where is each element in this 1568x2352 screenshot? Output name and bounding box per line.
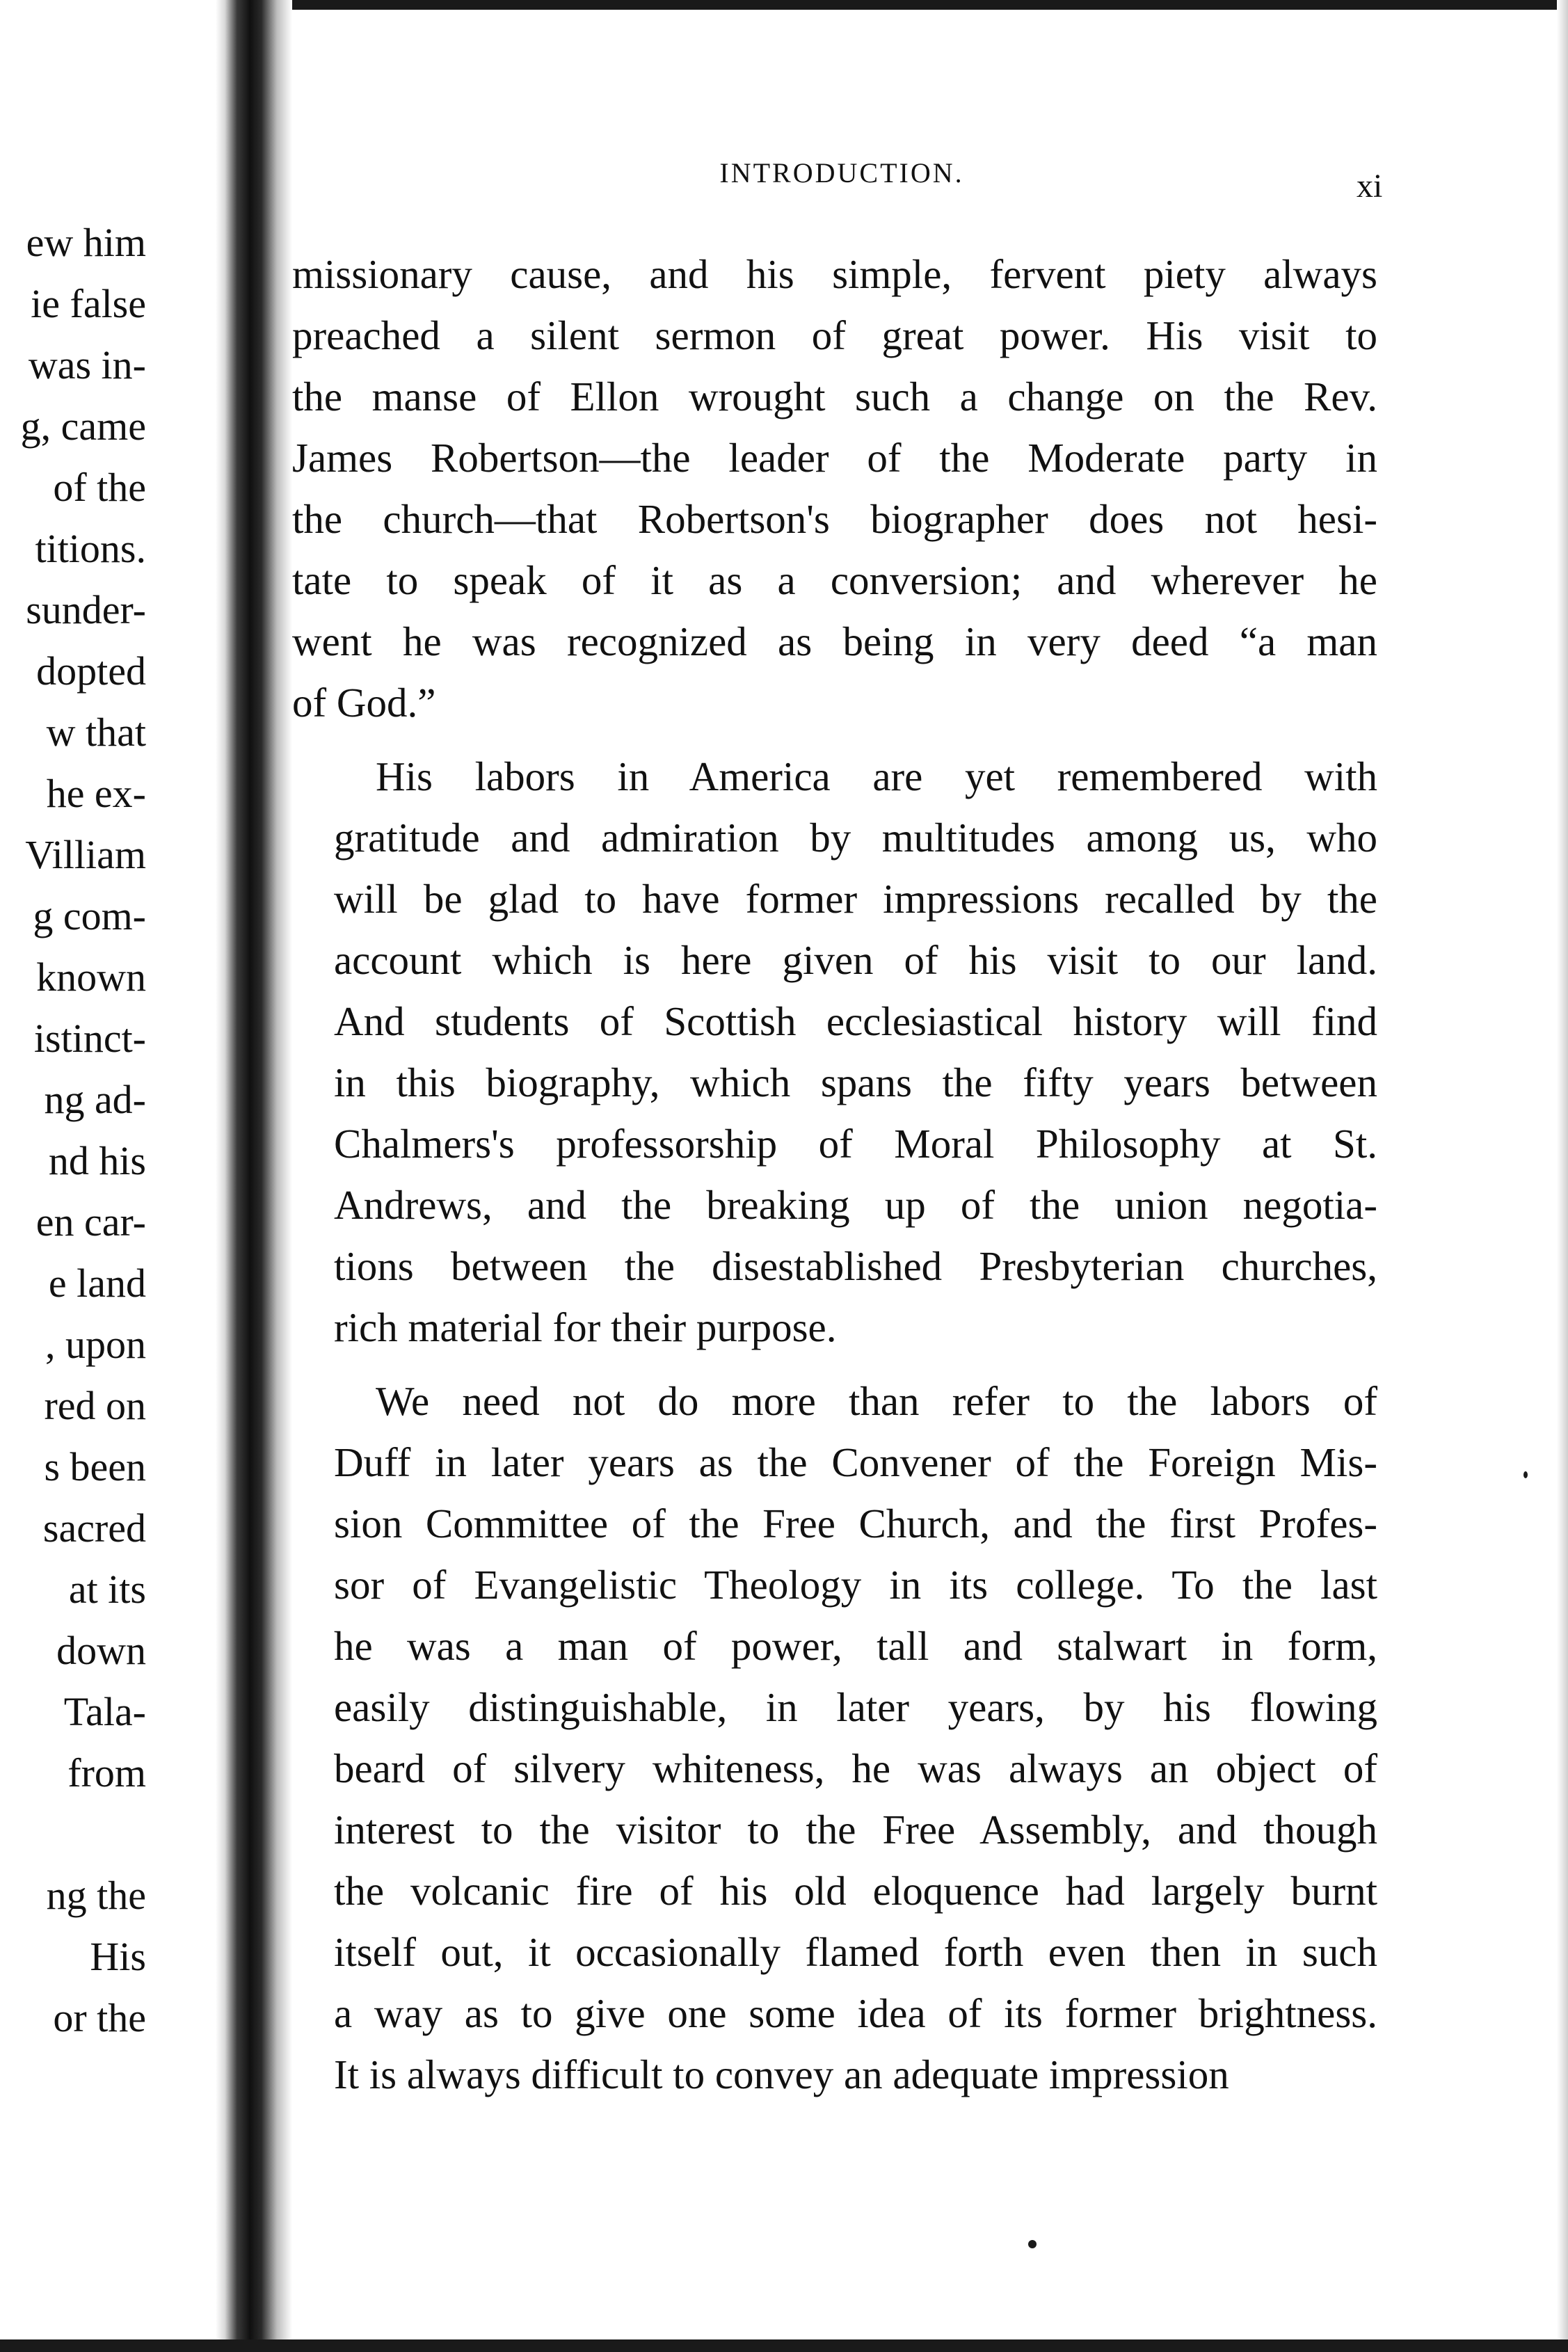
text-line: the church—that Robertson's biographer does not hesi- <box>292 496 1377 542</box>
text-line: And students of Scottish ecclesiastical history will find <box>334 998 1377 1044</box>
facing-page-line: down <box>56 1628 146 1673</box>
facing-page-line: His <box>90 1934 146 1979</box>
text-line: Andrews, and the breaking up of the union negotia- <box>334 1182 1377 1228</box>
text-line: tions between the disestablished Presbyterian churches, <box>334 1243 1377 1289</box>
text-line: tate to speak of it as a conversion; and wherever he <box>292 557 1377 603</box>
text-line: His labors in America are yet remembered with <box>376 753 1377 799</box>
paragraph <box>292 243 1377 733</box>
facing-page-line: s been <box>44 1444 146 1489</box>
facing-page-line: Villiam <box>25 832 146 877</box>
facing-page-line: ng ad- <box>44 1077 146 1122</box>
page-right-edge <box>1557 0 1568 2352</box>
facing-page-line: nd his <box>48 1138 146 1183</box>
facing-page-line: g, came <box>20 403 146 449</box>
body-text <box>292 243 1377 2105</box>
text-line: of God.” <box>292 680 436 726</box>
text-line: Duff in later years as the Convener of the Foreign Mis- <box>334 1439 1377 1485</box>
facing-page-line: of the <box>53 465 146 510</box>
page-bottom-edge <box>0 2339 1568 2352</box>
text-line: James Robertson—the leader of the Moderate party in <box>292 435 1377 481</box>
text-line: Chalmers's professorship of Moral Philosophy at St. <box>334 1121 1377 1167</box>
text-line: the manse of Ellon wrought such a change on the Rev. <box>292 374 1377 419</box>
facing-page-line: g com- <box>33 893 146 938</box>
text-line: went he was recognized as being in very deed “a man <box>292 618 1377 664</box>
text-line: It is always difficult to convey an adequate impression <box>334 2051 1229 2097</box>
facing-page-line: , upon <box>45 1322 146 1367</box>
paper-speck <box>1028 2240 1037 2248</box>
facing-page-line: e land <box>48 1261 146 1306</box>
text-line: interest to the visitor to the Free Assembly, and though <box>334 1807 1377 1853</box>
text-line: he was a man of power, tall and stalwart in form, <box>334 1623 1377 1669</box>
text-line: account which is here given of his visit to our land. <box>334 937 1377 983</box>
facing-page-line: at its <box>68 1567 146 1612</box>
facing-page-line: ew him <box>26 220 146 265</box>
text-line: sion Committee of the Free Church, and the first Profes- <box>334 1501 1377 1546</box>
facing-page-line: ie false <box>31 281 146 326</box>
facing-page-line: titions. <box>35 526 146 571</box>
facing-page-line: or the <box>53 1995 146 2040</box>
facing-page-line: he ex- <box>46 771 146 816</box>
paragraph <box>292 746 1377 1358</box>
text-line: easily distinguishable, in later years, by his flowing <box>334 1684 1377 1730</box>
facing-page-line: w that <box>46 710 146 755</box>
running-head: INTRODUCTION. <box>719 157 964 189</box>
text-line: itself out, it occasionally flamed forth even then in such <box>334 1929 1377 1975</box>
facing-page-line: en car- <box>35 1199 146 1245</box>
facing-page-line: sunder- <box>26 587 146 632</box>
facing-page-line: from <box>67 1750 146 1795</box>
text-line: preached a silent sermon of great power. His visit to <box>292 312 1377 358</box>
facing-page-line: Tala- <box>63 1689 146 1734</box>
facing-page-fragment <box>0 0 230 2352</box>
facing-page-line: dopted <box>36 648 146 694</box>
text-line: sor of Evangelistic Theology in its college. To the last <box>334 1562 1377 1608</box>
facing-page-line: was in- <box>28 342 146 387</box>
text-line: a way as to give one some idea of its former brightness. <box>334 1990 1377 2036</box>
facing-page-line: sacred <box>42 1505 146 1551</box>
facing-page-line: known <box>36 954 146 1000</box>
book-page <box>292 0 1544 2352</box>
facing-page-line: red on <box>44 1383 146 1428</box>
text-line: will be glad to have former impressions recalled by the <box>334 876 1377 922</box>
text-line: missionary cause, and his simple, fervent piety always <box>292 251 1377 297</box>
facing-page-line <box>0 1804 146 1865</box>
text-line: rich material for their purpose. <box>334 1304 837 1350</box>
text-line: gratitude and admiration by multitudes among us, who <box>334 815 1377 861</box>
text-line: in this biography, which spans the fifty years between <box>334 1059 1377 1105</box>
facing-page-text <box>0 212 146 2049</box>
facing-page-line: ng the <box>46 1873 146 1918</box>
page-number: xi <box>1357 168 1383 205</box>
text-line: the volcanic fire of his old eloquence had largely burnt <box>334 1868 1377 1914</box>
paper-speck <box>1523 1471 1528 1478</box>
text-line: We need not do more than refer to the labors of <box>376 1378 1377 1424</box>
book-gutter-shadow <box>216 0 292 2352</box>
facing-page-line: istinct- <box>33 1016 146 1061</box>
paragraph <box>292 1370 1377 2105</box>
text-line: beard of silvery whiteness, he was always an object of <box>334 1745 1377 1791</box>
